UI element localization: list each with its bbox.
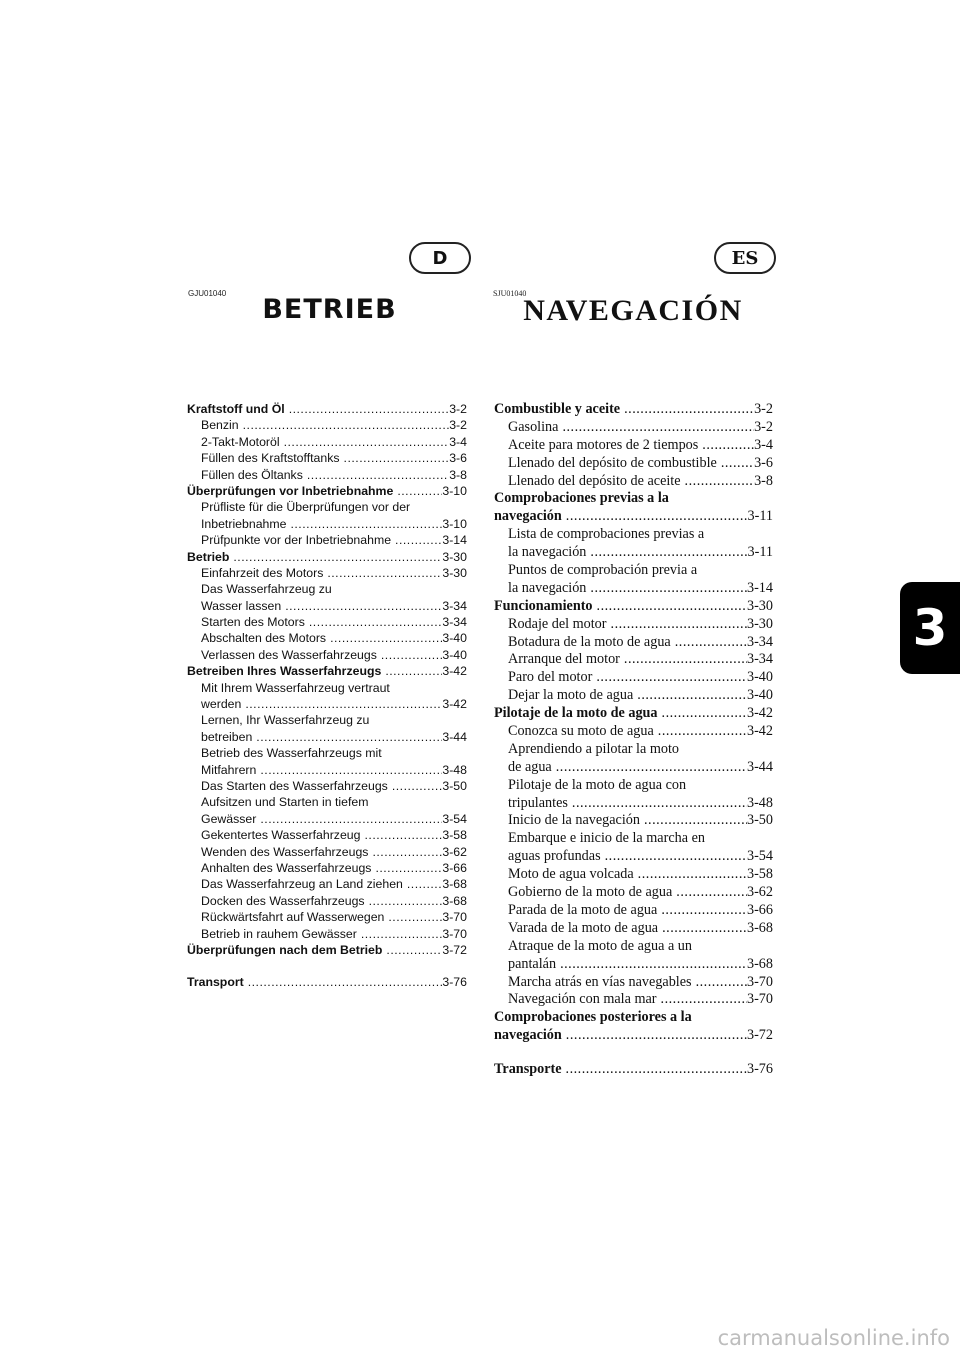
toc-dot-leader [593, 598, 747, 616]
toc-dot-leader [256, 762, 442, 778]
toc-entry[interactable] [494, 490, 773, 508]
toc-entry-title: Gewässer [201, 811, 257, 826]
toc-entry[interactable] [494, 866, 773, 884]
toc-entry[interactable] [494, 401, 773, 419]
toc-dot-leader [381, 663, 442, 679]
toc-dot-leader [654, 723, 747, 741]
toc-page-number: 3-76 [442, 975, 467, 990]
toc-page-number: 3-11 [747, 508, 773, 525]
toc-entry[interactable] [187, 434, 467, 450]
toc-page-number: 3-40 [442, 647, 467, 662]
toc-dot-leader [281, 598, 442, 614]
toc-page-number: 3-14 [442, 533, 467, 548]
toc-dot-leader [601, 848, 747, 866]
toc-entry[interactable] [494, 437, 773, 455]
toc-entry-title: tripulantes [508, 794, 568, 811]
watermark: carmanualsonline.info [717, 1326, 950, 1350]
toc-entry[interactable] [187, 909, 467, 925]
toc-dot-leader [562, 1027, 747, 1045]
toc-page-number: 3-44 [746, 758, 773, 775]
toc-entry-title: Abschalten des Motors [201, 631, 327, 646]
toc-entry[interactable] [494, 956, 773, 974]
toc-dot-leader [326, 630, 442, 646]
toc-dot-leader [633, 687, 747, 705]
toc-entry-title: Aufsitzen und Starten in tiefem [201, 795, 369, 810]
toc-page-number: 3-2 [754, 418, 773, 435]
toc-entry[interactable] [494, 1061, 773, 1079]
toc-entry-title: Wenden des Wasserfahrzeugs [201, 844, 369, 859]
toc-entry-title: Das Wasserfahrzeug zu [201, 582, 332, 597]
toc-entry[interactable] [187, 532, 467, 548]
toc-page-number: 3-68 [442, 877, 467, 892]
toc-dot-leader [382, 942, 442, 958]
toc-dot-leader [607, 616, 747, 634]
toc-entry-title: Einfahrzeit des Motors [201, 565, 324, 580]
toc-dot-leader [368, 844, 442, 860]
toc-entry[interactable] [494, 812, 773, 830]
toc-entry[interactable] [187, 499, 467, 515]
toc-entry-title: Gobierno de la moto de agua [508, 884, 673, 901]
toc-dot-leader [371, 860, 442, 876]
toc-entry-title: Arranque del motor [508, 651, 620, 668]
toc-dot-leader [692, 974, 747, 992]
toc-entry[interactable] [187, 630, 467, 646]
toc-entry-title: Varada de la moto de agua [508, 919, 659, 936]
toc-dot-leader [388, 778, 443, 794]
language-badge-es: ES [714, 242, 776, 274]
toc-dot-leader [658, 705, 747, 723]
toc-entry[interactable] [494, 419, 773, 437]
toc-entry-title: betreiben [201, 729, 253, 744]
toc-dot-leader [340, 450, 450, 466]
page-title-d: BETRIEB [262, 294, 397, 325]
toc-entry-title: Atraque de la moto de agua a un [508, 937, 692, 954]
toc-dot-leader [239, 417, 450, 433]
toc-entry-title: Lista de comprobaciones previas a [508, 526, 705, 543]
toc-page-number: 3-34 [442, 598, 467, 613]
toc-entry-title: la navegación [508, 544, 587, 561]
toc-page-number: 3-6 [754, 454, 773, 471]
toc-page-number: 3-54 [746, 848, 773, 865]
toc-dot-leader [252, 729, 442, 745]
toc-entry[interactable] [494, 884, 773, 902]
toc-entry-title: Rodaje del motor [508, 615, 607, 632]
toc-entry-title: Prüfpunkte vor der Inbetriebnahme [201, 533, 392, 548]
toc-entry-title: Docken des Wasserfahrzeugs [201, 893, 365, 908]
toc-page-number: 3-30 [746, 615, 773, 632]
toc-entry-title: Moto de agua volcada [508, 866, 634, 883]
toc-entry[interactable] [494, 598, 773, 616]
toc-entry[interactable] [187, 794, 467, 810]
toc-page-number: 3-62 [442, 844, 467, 859]
toc-dot-leader [671, 634, 747, 652]
toc-entry-title: Funcionamiento [494, 597, 593, 614]
toc-entry[interactable] [187, 549, 467, 565]
toc-entry-title: aguas profundas [508, 848, 601, 865]
toc-entry-title: Füllen des Öltanks [201, 467, 303, 482]
toc-entry[interactable] [187, 827, 467, 843]
toc-page-number: 3-70 [746, 973, 773, 990]
toc-entry-title: Das Starten des Wasserfahrzeugs [201, 778, 388, 793]
toc-dot-leader [562, 508, 748, 526]
toc-dot-leader [323, 565, 442, 581]
toc-entry[interactable] [494, 974, 773, 992]
toc-dot-leader [556, 956, 747, 974]
toc-entry[interactable] [187, 811, 467, 827]
toc-page-number: 3-10 [442, 483, 467, 498]
toc-entry-title: Betrieb in rauhem Gewässer [201, 926, 357, 941]
toc-entry-title: Benzin [201, 418, 239, 433]
toc-entry-title: Llenado del depósito de combustible [508, 454, 717, 471]
toc-entry[interactable] [494, 562, 773, 580]
toc-entry-title: Füllen des Kraftstofftanks [201, 451, 340, 466]
toc-dot-leader [229, 549, 442, 565]
toc-entry[interactable] [187, 942, 467, 958]
toc-dot-leader [384, 909, 442, 925]
page-title-es: NAVEGACIÓN [523, 294, 743, 327]
toc-entry-title: Navegación con mala mar [508, 991, 657, 1008]
toc-entry[interactable] [187, 696, 467, 712]
toc-page-number: 3-70 [442, 910, 467, 925]
toc-entry-title: Überprüfungen nach dem Betrieb [187, 942, 383, 957]
toc-entry[interactable] [494, 634, 773, 652]
toc-entry-title: Pilotaje de la moto de agua [494, 705, 658, 722]
toc-entry-title: Das Wasserfahrzeug an Land ziehen [201, 877, 403, 892]
toc-entry[interactable] [494, 723, 773, 741]
toc-page-number: 3-30 [746, 597, 773, 614]
toc-entry[interactable] [187, 598, 467, 614]
toc-entry-title: Rückwärtsfahrt auf Wasserwegen [201, 910, 385, 925]
toc-page-number: 3-66 [442, 860, 467, 875]
toc-dot-leader [280, 434, 450, 450]
toc-entry[interactable] [494, 902, 773, 920]
toc-page-number: 3-2 [449, 418, 467, 433]
toc-page-number: 3-4 [449, 434, 467, 449]
toc-dot-leader [657, 902, 747, 920]
toc-entry-title: Combustible y aceite [494, 401, 621, 417]
toc-entry[interactable] [187, 516, 467, 532]
toc-page-number: 3-44 [442, 729, 467, 744]
toc-entry-title: Anhalten des Wasserfahrzeugs [201, 860, 372, 875]
toc-dot-leader [241, 696, 442, 712]
toc-entry[interactable] [187, 565, 467, 581]
toc-entry[interactable] [187, 844, 467, 860]
toc-entry-title: Verlassen des Wasserfahrzeugs [201, 647, 377, 662]
toc-page-number: 3-62 [746, 884, 773, 901]
toc-dot-leader [640, 812, 747, 830]
toc-entry-title: Betrieb des Wasserfahrzeugs mit [201, 746, 382, 761]
toc-entry[interactable] [187, 450, 467, 466]
toc-dot-leader [365, 893, 443, 909]
toc-entry[interactable] [187, 614, 467, 630]
toc-dot-leader [592, 669, 747, 687]
toc-entry-title: Llenado del depósito de aceite [508, 472, 681, 489]
toc-page-number: 3-66 [746, 901, 773, 918]
toc-entry[interactable] [187, 680, 467, 696]
toc-entry-title: Conozca su moto de agua [508, 723, 654, 740]
toc-page-number: 3-42 [746, 705, 773, 722]
toc-entry[interactable] [187, 647, 467, 663]
toc-page-number: 3-42 [442, 664, 467, 679]
toc-entry-title: Comprobaciones posteriores a la [494, 1009, 692, 1026]
section-code-es: SJU01040 [493, 289, 527, 298]
toc-dot-leader [586, 544, 747, 562]
toc-page-number: 3-2 [754, 401, 773, 417]
toc-page-number: 3-34 [746, 633, 773, 650]
toc-page-number: 3-68 [442, 893, 467, 908]
toc-entry[interactable] [187, 467, 467, 483]
language-badge-d: D [409, 242, 471, 274]
toc-page-number: 3-76 [746, 1061, 773, 1078]
toc-page-number: 3-34 [746, 651, 773, 668]
toc-entry[interactable] [187, 974, 467, 990]
toc-entry-title: Überprüfungen vor Inbetriebnahme [187, 483, 394, 498]
toc-entry[interactable] [494, 455, 773, 473]
toc-page-number: 3-48 [746, 794, 773, 811]
toc-dot-leader [360, 827, 442, 843]
toc-entry-title: pantalán [508, 955, 557, 972]
toc-entry[interactable] [494, 580, 773, 598]
toc-dot-leader [562, 1061, 747, 1079]
toc-entry-title: 2-Takt-Motoröl [201, 434, 280, 449]
toc-entry-title: Betrieb [187, 549, 230, 564]
toc-entry[interactable] [187, 860, 467, 876]
toc-dot-leader [393, 483, 442, 499]
toc-dot-leader [568, 795, 747, 813]
toc-entry-title: Dejar la moto de agua [508, 687, 634, 704]
toc-entry[interactable] [494, 508, 773, 526]
toc-page-number: 3-58 [746, 866, 773, 883]
toc-dot-leader [377, 647, 442, 663]
toc-entry[interactable] [187, 762, 467, 778]
toc-page-number: 3-42 [442, 697, 467, 712]
toc-dot-leader [681, 473, 755, 491]
toc-entry[interactable] [494, 920, 773, 938]
toc-entry[interactable] [494, 651, 773, 669]
toc-page-number: 3-8 [449, 467, 467, 482]
toc-entry[interactable] [494, 616, 773, 634]
toc-entry-title: Prüfliste für die Überprüfungen vor der [201, 500, 411, 515]
toc-page-number: 3-42 [746, 723, 773, 740]
toc-entry-title: Pilotaje de la moto de agua con [508, 776, 687, 793]
toc-entry[interactable] [494, 991, 773, 1009]
toc-entry[interactable] [494, 473, 773, 491]
toc-entry[interactable] [187, 729, 467, 745]
toc-entry-title: Gekentertes Wasserfahrzeug [201, 828, 361, 843]
toc-page-number: 3-68 [746, 919, 773, 936]
toc-page-number: 3-6 [449, 451, 467, 466]
toc-entry[interactable] [187, 712, 467, 728]
toc-entry-title: Paro del motor [508, 669, 593, 686]
toc-entry-title: Transporte [494, 1061, 562, 1078]
toc-entry[interactable] [494, 848, 773, 866]
toc-entry-title: Starten des Motors [201, 615, 305, 630]
toc-dot-leader [303, 467, 449, 483]
toc-entry[interactable] [494, 687, 773, 705]
toc-entry-title: Marcha atrás en vías navegables [508, 973, 692, 990]
toc-entry-title: navegación [494, 1027, 562, 1044]
toc-entry-title: Botadura de la moto de agua [508, 633, 671, 650]
toc-page-number: 3-72 [442, 942, 467, 957]
toc-dot-leader [698, 437, 754, 455]
toc-entry-title: Mitfahrern [201, 762, 257, 777]
toc-page-number: 3-40 [442, 631, 467, 646]
toc-entry-title: Wasser lassen [201, 598, 282, 613]
toc-page-number: 3-34 [442, 615, 467, 630]
toc-page-number: 3-50 [442, 778, 467, 793]
toc-entry-title: Puntos de comprobación previa a [508, 562, 698, 579]
toc-entry[interactable] [187, 663, 467, 679]
toc-dot-leader [552, 759, 747, 777]
toc-page-number: 3-58 [442, 828, 467, 843]
toc-entry[interactable] [494, 938, 773, 956]
toc-entry[interactable] [494, 1027, 773, 1045]
toc-entry-title: Inicio de la navegación [508, 812, 640, 829]
toc-entry[interactable] [187, 581, 467, 597]
toc-entry[interactable] [187, 483, 467, 499]
chapter-tab: 3 [900, 582, 960, 674]
toc-dot-leader [305, 614, 442, 630]
toc-entry-title: Parada de la moto de agua [508, 901, 658, 918]
toc-entry[interactable] [187, 745, 467, 761]
section-code-d: GJU01040 [188, 289, 227, 298]
toc-entry[interactable] [494, 669, 773, 687]
toc-entry[interactable] [187, 778, 467, 794]
toc-dot-leader [391, 532, 442, 548]
toc-dot-leader [634, 866, 747, 884]
toc-entry[interactable] [494, 526, 773, 544]
toc-entry[interactable] [494, 830, 773, 848]
toc-dot-leader [620, 401, 754, 419]
toc-page-number: 3-70 [746, 991, 773, 1008]
toc-entry-title: Betreiben Ihres Wasserfahrzeugs [187, 664, 382, 679]
toc-dot-leader [717, 455, 754, 473]
toc-dot-leader [658, 920, 747, 938]
toc-entry-title: Embarque e inicio de la marcha en [508, 830, 705, 847]
toc-entry[interactable] [187, 926, 467, 942]
toc-page-number: 3-2 [449, 402, 467, 416]
toc-page-number: 3-8 [754, 472, 773, 489]
toc-page-number: 3-68 [746, 955, 773, 972]
toc-dot-leader [657, 991, 747, 1009]
table-of-contents-es [494, 401, 773, 1079]
toc-page-number: 3-30 [442, 549, 467, 564]
toc-entry[interactable] [494, 795, 773, 813]
toc-entry-title: Lernen, Ihr Wasserfahrzeug zu [201, 713, 370, 728]
toc-dot-leader [357, 926, 443, 942]
toc-entry-title: Inbetriebnahme [201, 516, 287, 531]
toc-entry-title: Comprobaciones previas a la [494, 490, 669, 507]
toc-page-number: 3-50 [746, 812, 773, 829]
toc-page-number: 3-40 [746, 669, 773, 686]
toc-entry-title: la navegación [508, 579, 587, 596]
toc-page-number: 3-72 [746, 1027, 773, 1044]
toc-entry-title: Gasolina [508, 418, 559, 435]
toc-dot-leader [586, 580, 747, 598]
toc-page-number: 3-14 [746, 579, 773, 596]
toc-page-number: 3-40 [746, 687, 773, 704]
toc-dot-leader [672, 884, 747, 902]
toc-page-number: 3-48 [442, 762, 467, 777]
toc-entry[interactable] [494, 544, 773, 562]
toc-entry-title: Mit Ihrem Wasserfahrzeug vertraut [201, 680, 390, 695]
toc-entry[interactable] [494, 759, 773, 777]
toc-entry-title: Transport [187, 975, 244, 990]
table-of-contents-d [187, 401, 467, 991]
toc-entry[interactable] [187, 876, 467, 892]
toc-entry[interactable] [187, 401, 467, 417]
toc-entry-title: de agua [508, 758, 552, 775]
toc-page-number: 3-4 [754, 436, 773, 453]
toc-entry[interactable] [187, 417, 467, 433]
toc-entry[interactable] [494, 741, 773, 759]
toc-entry[interactable] [187, 893, 467, 909]
toc-entry-title: Aceite para motores de 2 tiempos [508, 436, 699, 453]
toc-entry-title: werden [201, 697, 242, 712]
toc-dot-leader [285, 401, 450, 417]
toc-entry-title: Aprendiendo a pilotar la moto [508, 740, 679, 757]
toc-entry-title: Kraftstoff und Öl [187, 402, 285, 416]
toc-dot-leader [244, 974, 443, 990]
toc-entry[interactable] [494, 777, 773, 795]
toc-page-number: 3-70 [442, 926, 467, 941]
toc-dot-leader [558, 419, 754, 437]
toc-entry[interactable] [494, 705, 773, 723]
toc-entry-title: navegación [494, 508, 562, 525]
toc-entry[interactable] [494, 1009, 773, 1027]
toc-page-number: 3-10 [442, 516, 467, 531]
toc-page-number: 3-54 [442, 811, 467, 826]
toc-page-number: 3-11 [747, 544, 773, 561]
toc-dot-leader [286, 516, 442, 532]
toc-dot-leader [256, 811, 442, 827]
toc-dot-leader [620, 651, 747, 669]
toc-dot-leader [403, 876, 442, 892]
toc-page-number: 3-30 [442, 565, 467, 580]
